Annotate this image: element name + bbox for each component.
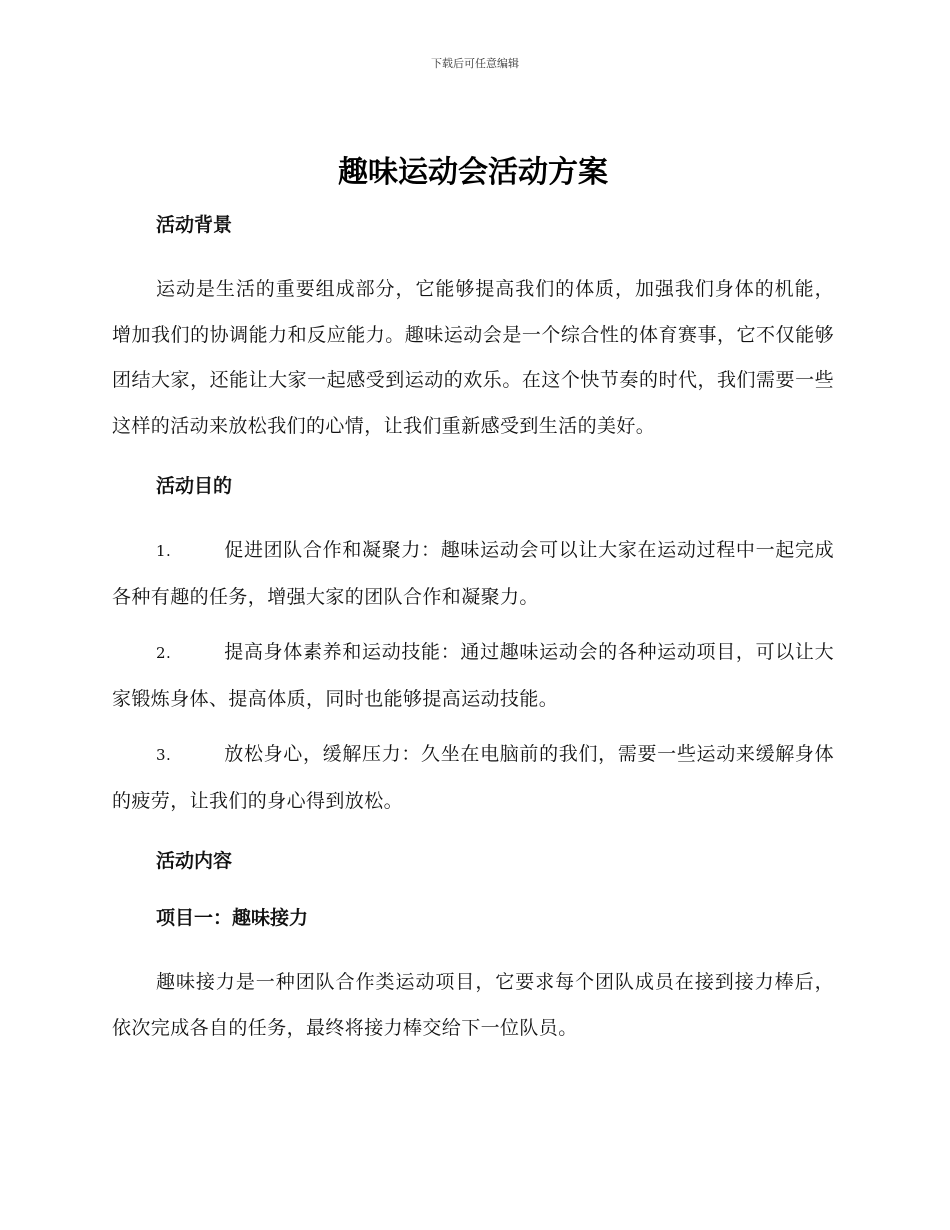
list-item-text: 促进团队合作和凝聚力：趣味运动会可以让大家在运动过程中一起完成各种有趣的任务，增强大家的团队合作和凝聚力。 — [112, 539, 834, 608]
document-title: 趣味运动会活动方案 — [338, 155, 608, 190]
purpose-item-3 — [112, 732, 834, 824]
list-number: 1. — [156, 542, 172, 560]
list-number: 2. — [156, 644, 172, 662]
purpose-item-1 — [112, 528, 834, 620]
section-heading-purpose: 活动目的 — [156, 475, 233, 497]
section-heading-content: 活动内容 — [156, 850, 233, 872]
document-body — [112, 150, 834, 1061]
list-item-text: 提高身体素养和运动技能：通过趣味运动会的各种运动项目，可以让大家锻炼身体、提高体质，同时也能够提高运动技能。 — [112, 641, 834, 710]
list-item-text: 放松身心，缓解压力：久坐在电脑前的我们，需要一些运动来缓解身体的疲劳，让我们的身心得到放松。 — [112, 743, 834, 812]
list-number: 3. — [156, 746, 172, 764]
section-heading-background: 活动背景 — [156, 214, 233, 236]
header-note: 下载后可任意编辑 — [431, 57, 519, 70]
project1-paragraph: 趣味接力是一种团队合作类运动项目，它要求每个团队成员在接到接力棒后，依次完成各自的任务，最终将接力棒交给下一位队员。 — [112, 971, 834, 1039]
project1-heading: 项目一：趣味接力 — [156, 907, 309, 929]
purpose-item-2 — [112, 630, 834, 722]
background-paragraph: 运动是生活的重要组成部分，它能够提高我们的体质，加强我们身体的机能，增加我们的协调能力和反应能力。趣味运动会是一个综合性的体育赛事，它不仅能够团结大家，还能让大家一起感受到运动的欢乐。在这个快节奏的时代，我们需要一些这样的活动来放松我们的心情，让我们重新感受到生活的美好。 — [112, 278, 834, 437]
